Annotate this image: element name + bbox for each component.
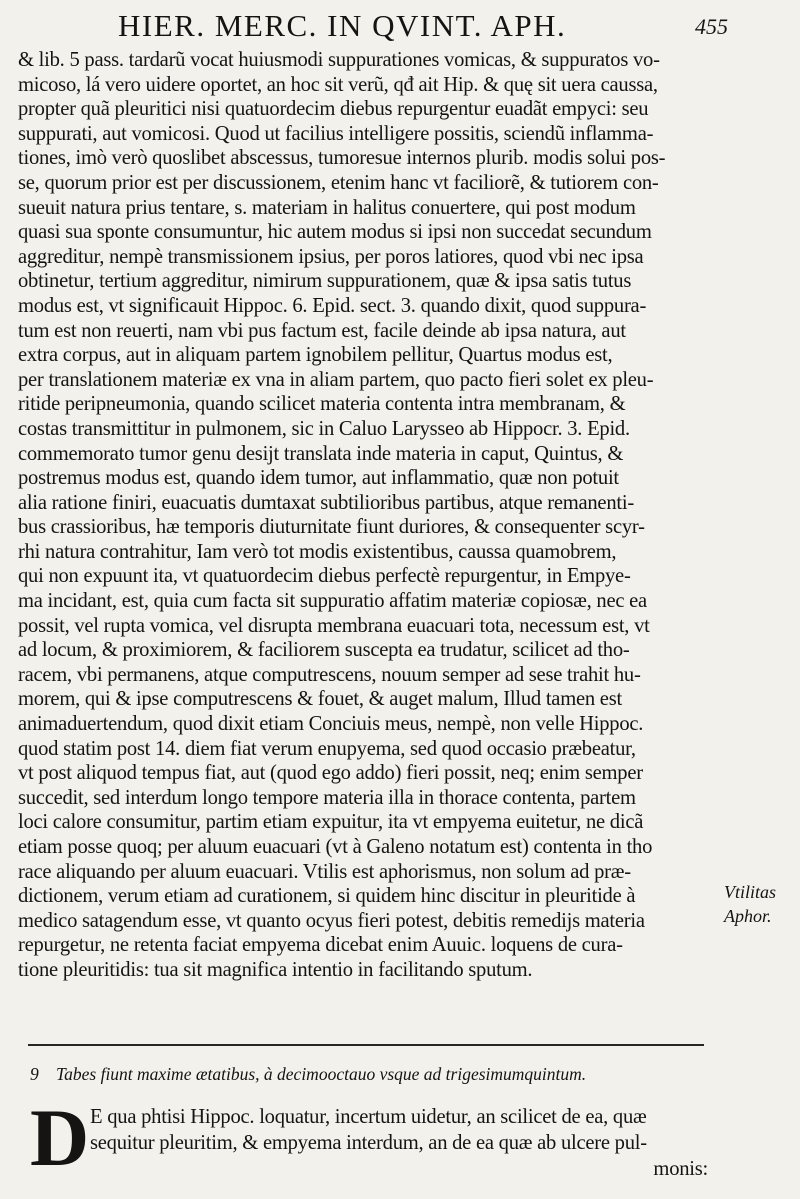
commentary: [30, 1092, 710, 1194]
text-line: aggreditur, nempè transmissionem ipsius, per poros latiores, quod vbi nec ipsa: [18, 245, 644, 268]
text-line: vt post aliquod tempus fiat, aut (quod ego addo) fieri possit, neq; enim semper: [18, 762, 643, 785]
text-line: possit, vel rupta vomica, vel disrupta membrana euacuari tota, necessum est, vt: [18, 614, 650, 637]
margin-note-line: Aphor.: [724, 906, 772, 926]
section-divider: [28, 1044, 704, 1046]
text-line: medico satagendum esse, vt quanto ocyus fieri potest, debitis remedijs materia: [18, 909, 645, 932]
aphorism: [30, 1062, 710, 1086]
running-title: HIER. MERC. IN QVINT. APH.: [118, 8, 567, 43]
page-number: 455: [695, 14, 728, 39]
text-line: per translationem materiæ ex vna in aliam partem, quo pacto fieri solet ex pleu-: [18, 368, 654, 391]
text-line: alia ratione finiri, euacuatis dumtaxat subtilioribus partibus, atque remanenti-: [18, 491, 634, 514]
aphorism-number: 9: [30, 1064, 39, 1084]
text-line: commemorato tumor genu desijt translata inde materia in caput, Quintus, &: [18, 442, 624, 465]
text-line: ma incidant, est, quia cum facta sit suppuratio affatim materiæ copiosæ, nec ea: [18, 590, 647, 613]
text-line: ad locum, & proximiorem, & faciliorem suscepta ea trudatur, scilicet ad tho-: [18, 639, 630, 662]
commentary-line: monis:: [653, 1158, 708, 1180]
text-line: modus est, vt significauit Hippoc. 6. Epid. sect. 3. quando dixit, quod suppura-: [18, 294, 647, 317]
commentary-text: [90, 1104, 710, 1182]
text-line: tum est non reuerti, nam vbi pus factum est, facile deinde ab ipsa natura, aut: [18, 319, 626, 342]
text-line: quod statim post 14. diem fiat verum enupyema, sed quod occasio præbeatur,: [18, 737, 636, 760]
commentary-line: E qua phtisi Hippoc. loquatur, incertum uidetur, an scilicet de ea, quæ: [90, 1106, 647, 1128]
text-line: micoso, lá vero uidere oportet, an hoc sit verũ, qđ ait Hip. & quę sit uera caussa,: [18, 73, 658, 96]
text-line: obtinetur, tertium aggreditur, nimirum suppurationem, quæ & ipsa satis tutus: [18, 270, 632, 293]
text-line: animaduertendum, quod dixit etiam Conciuis meus, nempè, non velle Hippoc.: [18, 713, 644, 736]
margin-note-line: Vtilitas: [724, 882, 777, 902]
text-line: ritide peripneumonia, quando scilicet materia contenta intra membranam, &: [18, 393, 626, 416]
body-text: [18, 48, 712, 983]
drop-cap: D: [30, 1092, 90, 1183]
text-line: se, quorum prior est per discussionem, etenim hanc vt faciliorẽ, & tutiorem con-: [18, 171, 659, 194]
text-line: qui non expuunt ita, vt quatuordecim diebus perfectè repurgentur, in Empye-: [18, 565, 631, 588]
text-line: sueuit natura prius tentare, s. materiam in halitus conuertere, qui post modum: [18, 196, 636, 219]
text-line: rhi natura contrahitur, Iam verò tot modis existentibus, caussa quamobrem,: [18, 540, 617, 563]
text-line: race aliquando per aluum euacuari. Vtilis est aphorismus, non solum ad præ-: [18, 860, 631, 883]
text-line: morem, qui & ipse computrescens & fouet, & auget malum, Illud tamen est: [18, 688, 622, 711]
text-line: repurgetur, ne retenta faciat empyema dicebat enim Auuic. loquens de cura-: [18, 934, 623, 957]
margin-note: [724, 880, 798, 928]
text-line: postremus modus est, quando idem tumor, aut inflammatio, quæ non potuit: [18, 467, 619, 490]
text-line: dictionem, verum etiam ad curationem, si quidem hinc discitur in pleuritide à: [18, 885, 636, 908]
text-line: tiones, imò verò quoslibet abscessus, tumoresue internos plurib. modis solui pos-: [18, 147, 666, 170]
text-line: racem, vbi permanens, atque computrescens, nouum semper ad sese trahit hu-: [18, 663, 641, 686]
text-line: bus crassioribus, hæ temporis diuturnitate fiunt duriores, & consequenter scyr-: [18, 516, 645, 539]
text-line: propter quã pleuritici nisi quatuordecim diebus repurgentur euadãt empyci: seu: [18, 98, 649, 121]
text-line: & lib. 5 pass. tardarũ vocat huiusmodi suppurationes vomicas, & suppuratos vo-: [18, 49, 660, 71]
text-line: costas transmittitur in pulmonem, sic in Caluo Larysseo ab Hippocr. 3. Epid.: [18, 417, 630, 440]
commentary-line: sequitur pleuritim, & empyema interdum, an de ea quæ ab ulcere pul-: [90, 1132, 647, 1154]
text-line: extra corpus, aut in aliquam partem ignobilem pellitur, Quartus modus est,: [18, 344, 613, 367]
text-line: succedit, sed interdum longo tempore materia illa in thorace contenta, partem: [18, 786, 636, 809]
text-line: quasi sua sponte consumuntur, hic autem modus si ipsi non succedat secundum: [18, 221, 652, 244]
text-line: suppurati, aut vomicosi. Quod ut facilius intelligere possitis, sciendũ inflamma-: [18, 122, 654, 145]
text-line: tione pleuritidis: tua sit magnifica intentio in facilitando sputum.: [18, 958, 533, 981]
aphorism-text: Tabes fiunt maxime ætatibus, à decimooctauo vsque ad trigesimumquintum.: [56, 1064, 587, 1084]
text-line: etiam posse quoq; per aluum euacuari (vt à Galeno notatum est) contenta in tho: [18, 836, 653, 858]
running-head: [80, 6, 728, 46]
text-line: loci calore consumitur, partim etiam expuitur, ita vt empyema euitetur, ne dicã: [18, 811, 644, 834]
